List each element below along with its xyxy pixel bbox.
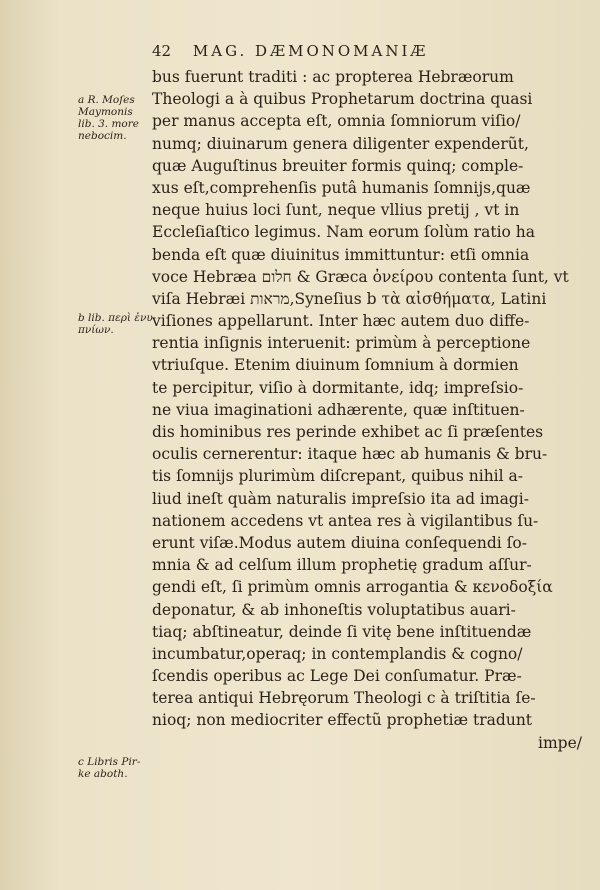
running-header — [152, 42, 572, 60]
text-line: erunt viſæ.Modus autem diuina conſequendi ſo- — [152, 533, 527, 552]
margin-note-line: nebocim. — [78, 130, 127, 142]
text-line: benda eſt quæ diuinitus immittuntur: etſi omnia — [152, 245, 530, 264]
text-line: vtriuſque. Etenim diuinum ſomnium à dormien — [152, 356, 519, 375]
text-line: ne viua imaginationi adhærente, quæ inſtituen- — [152, 400, 525, 419]
margin-note-line: ke aboth. — [78, 768, 128, 780]
text-line: deponatur, & ab inhoneſtis voluptatibus auari- — [152, 600, 516, 619]
text-line: viſiones appellarunt. Inter hæc autem duo diffe- — [152, 312, 530, 331]
running-title: MAG. DÆMONOMANIÆ — [192, 42, 429, 60]
text-line: mnia & ad celſum illum prophetię gradum aſſur- — [152, 556, 532, 575]
text-line: nationem accedens vt antea res à vigilantibus ſu- — [152, 511, 539, 530]
text-line: numq; diuinarum genera diligenter expenderũt, — [152, 134, 529, 153]
body-text — [152, 66, 582, 754]
margin-note-line: Maymonis — [78, 106, 133, 118]
text-line: rentia inſignis interuenit: primùm à perceptione — [152, 334, 531, 353]
text-line: oculis cernerentur: itaque hæc ab humanis & bru- — [152, 445, 548, 464]
margin-note-line: πνίων. — [78, 324, 114, 336]
margin-note-line: a R. Moſes — [78, 94, 135, 106]
text-line: liud ineſt quàm naturalis impreſsio ita ad imagi- — [152, 489, 529, 508]
catchword: impe/ — [538, 733, 582, 752]
text-line: Eccleſiaſtico legimus. Nam eorum ſolùm ratio ha — [152, 223, 536, 242]
margin-note-b — [78, 312, 154, 336]
margin-note-line: lib. 3. more — [78, 118, 139, 130]
text-line: voce Hebræa חלום & Græca ὀνείρου contenta ſunt, vt — [152, 267, 569, 286]
text-line: tiaq; abſtineatur, deinde ſi vitę bene inſtituendæ — [152, 622, 532, 641]
text-line: bus fuerunt traditi : ac propterea Hebræorum — [152, 68, 514, 86]
text-line: ſcendis operibus ac Lege Dei conſumatur. Præ- — [152, 667, 522, 686]
text-line: dis hominibus res perinde exhibet ac ſi præſentes — [152, 423, 544, 441]
text-line: Theologi a à quibus Prophetarum doctrina quasi — [152, 90, 533, 109]
margin-note-line: b lib. περὶ ἐνυ — [78, 312, 153, 324]
text-line: xus eſt,comprehenſis putâ humanis ſomnijs,quæ — [152, 178, 531, 197]
text-line: incumbatur,operaq; in contemplandis & cogno/ — [152, 644, 523, 663]
page-number: 42 — [152, 42, 172, 60]
text-line: nioq; non mediocriter effectũ prophetiæ tradunt — [152, 711, 533, 730]
margin-note-c — [78, 756, 154, 780]
text-line: gendi eſt, ſi primùm omnis arrogantia & κενοδοξία — [152, 578, 553, 597]
text-line: neque huius loci ſunt, neque vllius pretij , vt in — [152, 201, 520, 220]
text-line: viſa Hebræi מראות,Syneſius b τὰ αἰσθήματα, Latini — [152, 289, 547, 308]
text-line: te percipitur, viſio à dormitante, idq; impreſsio- — [152, 378, 524, 397]
margin-note-a — [78, 94, 154, 142]
text-line: per manus accepta eſt, omnia ſomniorum viſio/ — [152, 112, 521, 131]
text-line: tis ſomnijs plurimùm diſcrepant, quibus nihil a- — [152, 467, 523, 486]
margin-note-line: c Libris Pir- — [78, 756, 141, 768]
text-line: quæ Auguſtinus breuiter formis quinq; comple- — [152, 156, 524, 175]
text-line: terea antiqui Hebręorum Theologi c à triſtitia ſe- — [152, 689, 536, 708]
